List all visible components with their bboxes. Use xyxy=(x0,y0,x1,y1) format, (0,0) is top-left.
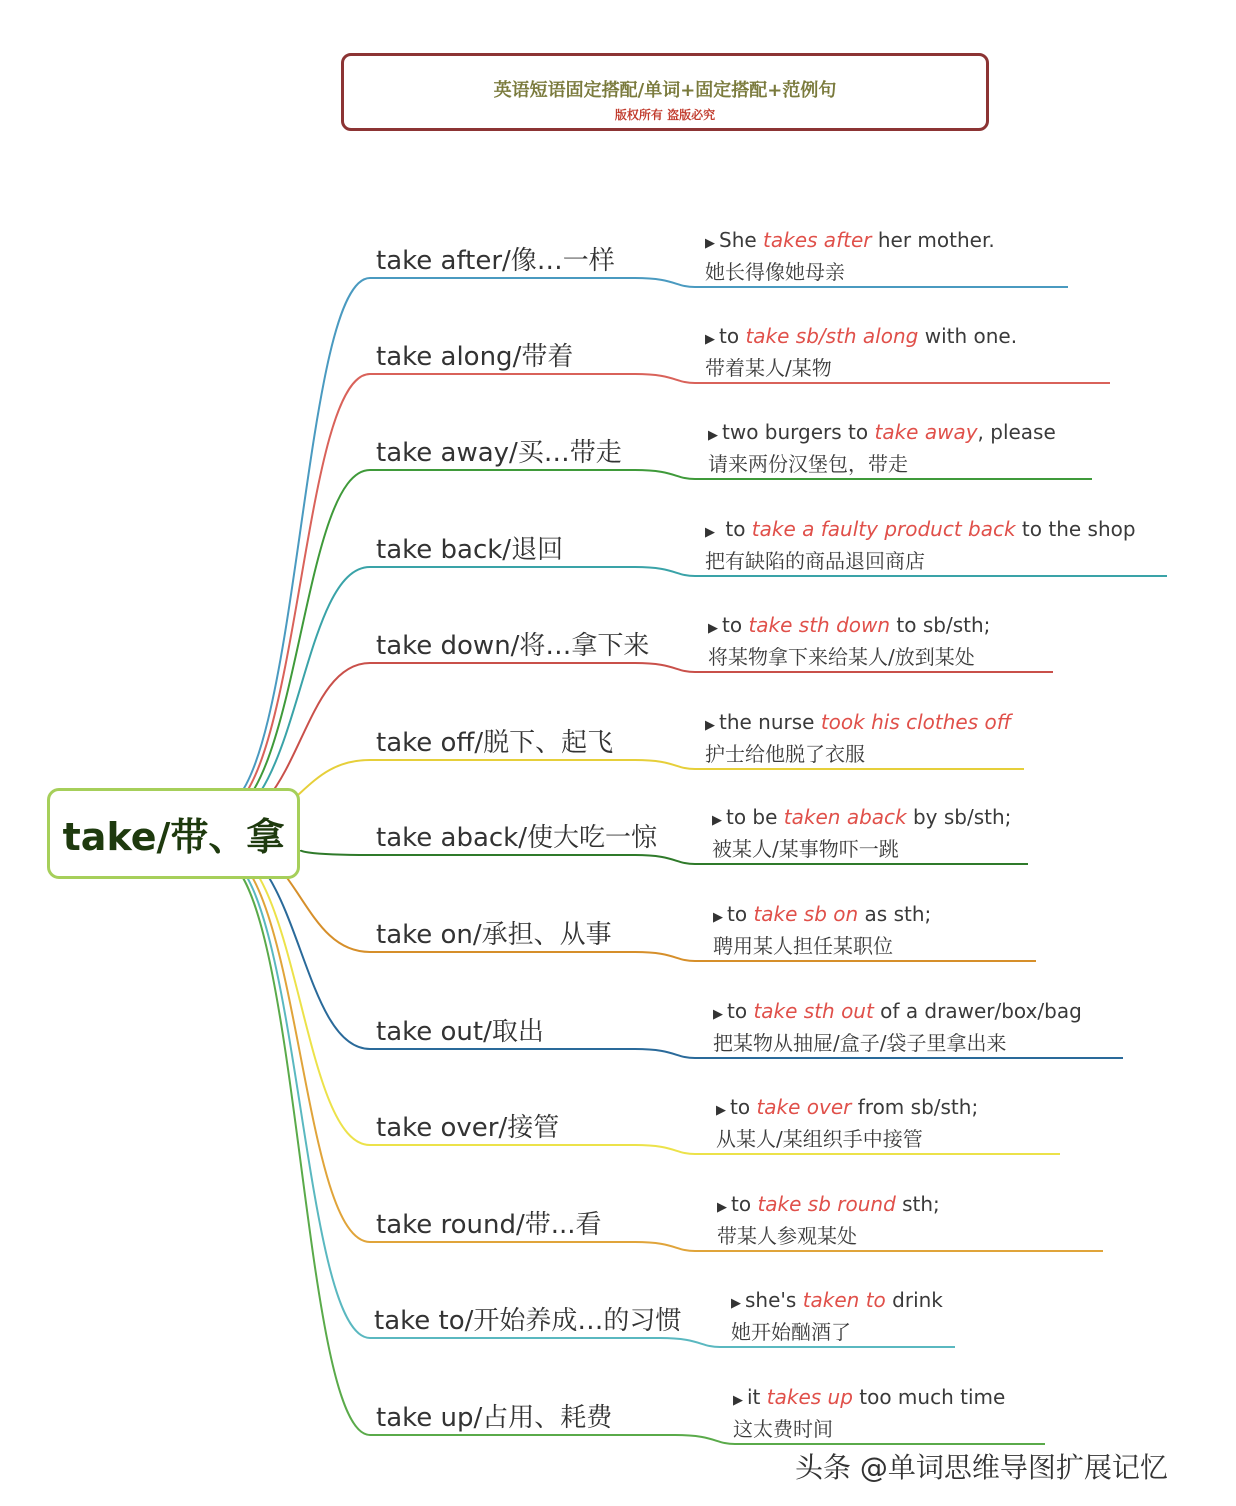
example-highlight: takes after xyxy=(763,228,872,252)
triangle-icon: ▶ xyxy=(713,910,723,925)
example-highlight: take sb round xyxy=(757,1192,896,1216)
branch-label: take out/取出 xyxy=(376,1017,544,1047)
header-title: 英语短语固定搭配/单词+固定搭配+范例句 xyxy=(493,80,837,101)
example-block xyxy=(713,997,1082,1057)
example-block xyxy=(717,1190,940,1250)
triangle-icon: ▶ xyxy=(716,1103,726,1118)
example-pre: She xyxy=(719,228,764,252)
example-sentence xyxy=(733,1383,1005,1415)
example-post: of a drawer/box/bag xyxy=(873,999,1082,1023)
branch-label: take down/将…拿下来 xyxy=(376,631,650,661)
example-translation: 把某物从抽屉/盒子/袋子里拿出来 xyxy=(713,1031,1007,1055)
branch-underline xyxy=(370,952,1036,961)
triangle-icon: ▶ xyxy=(708,428,718,443)
example-translation: 把有缺陷的商品退回商店 xyxy=(705,549,925,573)
triangle-icon: ▶ xyxy=(733,1393,743,1408)
example-post: by sb/sth; xyxy=(906,805,1012,829)
example-post: drink xyxy=(885,1288,943,1312)
example-translation: 她开始酗酒了 xyxy=(731,1320,851,1344)
example-translation: 这太费时间 xyxy=(733,1417,833,1441)
branch-curve xyxy=(218,567,370,821)
triangle-icon: ▶ xyxy=(731,1296,741,1311)
example-post: too much time xyxy=(852,1385,1006,1409)
example-sentence xyxy=(705,708,1011,740)
example-post: sth; xyxy=(895,1192,940,1216)
branch-curve xyxy=(218,278,370,809)
branch-curve xyxy=(218,470,370,817)
example-sentence xyxy=(705,322,1017,354)
branch-label: take on/承担、从事 xyxy=(376,920,612,950)
branch-label: take after/像…一样 xyxy=(376,246,615,276)
example-translation: 将某物拿下来给某人/放到某处 xyxy=(708,645,975,669)
branch-curve xyxy=(218,853,370,1338)
branch-curve xyxy=(300,850,370,855)
example-translation: 护士给他脱了衣服 xyxy=(705,742,865,766)
example-pre: two burgers to xyxy=(722,420,875,444)
branch-curve xyxy=(218,857,370,1435)
triangle-icon: ▶ xyxy=(713,1007,723,1022)
example-post: with one. xyxy=(918,324,1018,348)
example-block xyxy=(708,611,990,671)
example-highlight: take over xyxy=(756,1095,852,1119)
triangle-icon: ▶ xyxy=(705,236,715,251)
example-sentence xyxy=(731,1286,943,1318)
example-sentence xyxy=(708,418,1056,450)
example-block xyxy=(731,1286,943,1346)
triangle-icon: ▶ xyxy=(705,525,715,540)
example-pre: it xyxy=(747,1385,767,1409)
example-pre: to xyxy=(727,902,754,926)
example-post: , please xyxy=(977,420,1056,444)
example-sentence xyxy=(713,997,1082,1029)
example-pre: to be xyxy=(726,805,784,829)
example-post: her mother. xyxy=(871,228,995,252)
example-block xyxy=(716,1093,978,1153)
triangle-icon: ▶ xyxy=(712,813,722,828)
example-pre: to xyxy=(731,1192,758,1216)
example-highlight: took his clothes off xyxy=(820,710,1012,734)
branch-label: take aback/使大吃一惊 xyxy=(376,823,657,853)
example-post: as sth; xyxy=(858,902,932,926)
example-translation: 被某人/某事物吓一跳 xyxy=(712,837,899,861)
example-sentence xyxy=(705,226,995,258)
example-sentence xyxy=(708,611,990,643)
example-block xyxy=(705,515,1136,575)
example-block xyxy=(705,226,995,286)
example-translation: 请来两份汉堡包，带走 xyxy=(708,452,908,476)
example-highlight: take sb/sth along xyxy=(745,324,919,348)
branch-label: take round/带...看 xyxy=(376,1210,602,1240)
branch-label: take along/带着 xyxy=(376,342,574,372)
triangle-icon: ▶ xyxy=(717,1200,727,1215)
example-post: to the shop xyxy=(1015,517,1136,541)
example-block xyxy=(705,708,1011,768)
example-highlight: take sth down xyxy=(748,613,891,637)
example-block xyxy=(733,1383,1005,1443)
example-block xyxy=(708,418,1056,478)
triangle-icon: ▶ xyxy=(705,332,715,347)
branch-label: take back/退回 xyxy=(376,535,564,565)
triangle-icon: ▶ xyxy=(708,621,718,636)
triangle-icon: ▶ xyxy=(705,718,715,733)
example-sentence xyxy=(705,515,1136,547)
example-block xyxy=(713,900,931,960)
example-highlight: take away xyxy=(874,420,978,444)
example-highlight: taken aback xyxy=(783,805,907,829)
branch-label: take off/脱下、起飞 xyxy=(376,728,614,758)
example-highlight: take sb on xyxy=(753,902,859,926)
example-pre: to xyxy=(727,999,754,1023)
example-pre: she's xyxy=(745,1288,803,1312)
example-post: from sb/sth; xyxy=(851,1095,979,1119)
example-translation: 她长得像她母亲 xyxy=(705,260,845,284)
example-highlight: taken to xyxy=(802,1288,886,1312)
branch-curve xyxy=(218,845,370,1145)
branch-label: take to/开始养成…的习惯 xyxy=(374,1306,682,1336)
example-sentence xyxy=(717,1190,940,1222)
example-translation: 带某人参观某处 xyxy=(717,1224,857,1248)
branch-curve xyxy=(218,849,370,1242)
header-box xyxy=(341,53,989,131)
watermark-text: 头条 @单词思维导图扩展记忆 xyxy=(795,1451,1168,1484)
example-block xyxy=(712,803,1011,863)
example-pre: to xyxy=(722,613,749,637)
example-pre: the nurse xyxy=(719,710,821,734)
example-translation: 从某人/某组织手中接管 xyxy=(716,1127,923,1151)
example-post: to sb/sth; xyxy=(890,613,991,637)
branch-label: take up/占用、耗费 xyxy=(376,1403,613,1433)
example-highlight: takes up xyxy=(766,1385,853,1409)
example-pre: to xyxy=(719,517,752,541)
example-sentence xyxy=(712,803,1011,835)
example-translation: 带着某人/某物 xyxy=(705,356,832,380)
root-node: take/带、拿 xyxy=(47,788,300,879)
example-sentence xyxy=(713,900,931,932)
example-block xyxy=(705,322,1017,382)
example-sentence xyxy=(716,1093,978,1125)
branch-curve xyxy=(218,374,370,813)
example-highlight: take a faulty product back xyxy=(751,517,1016,541)
header-subtitle: 版权所有 盗版必究 xyxy=(614,108,716,122)
example-highlight: take sth out xyxy=(753,999,874,1023)
branch-label: take over/接管 xyxy=(376,1113,560,1143)
example-pre: to xyxy=(719,324,746,348)
example-translation: 聘用某人担任某职位 xyxy=(713,934,893,958)
example-pre: to xyxy=(730,1095,757,1119)
branch-label: take away/买…带走 xyxy=(376,438,622,468)
